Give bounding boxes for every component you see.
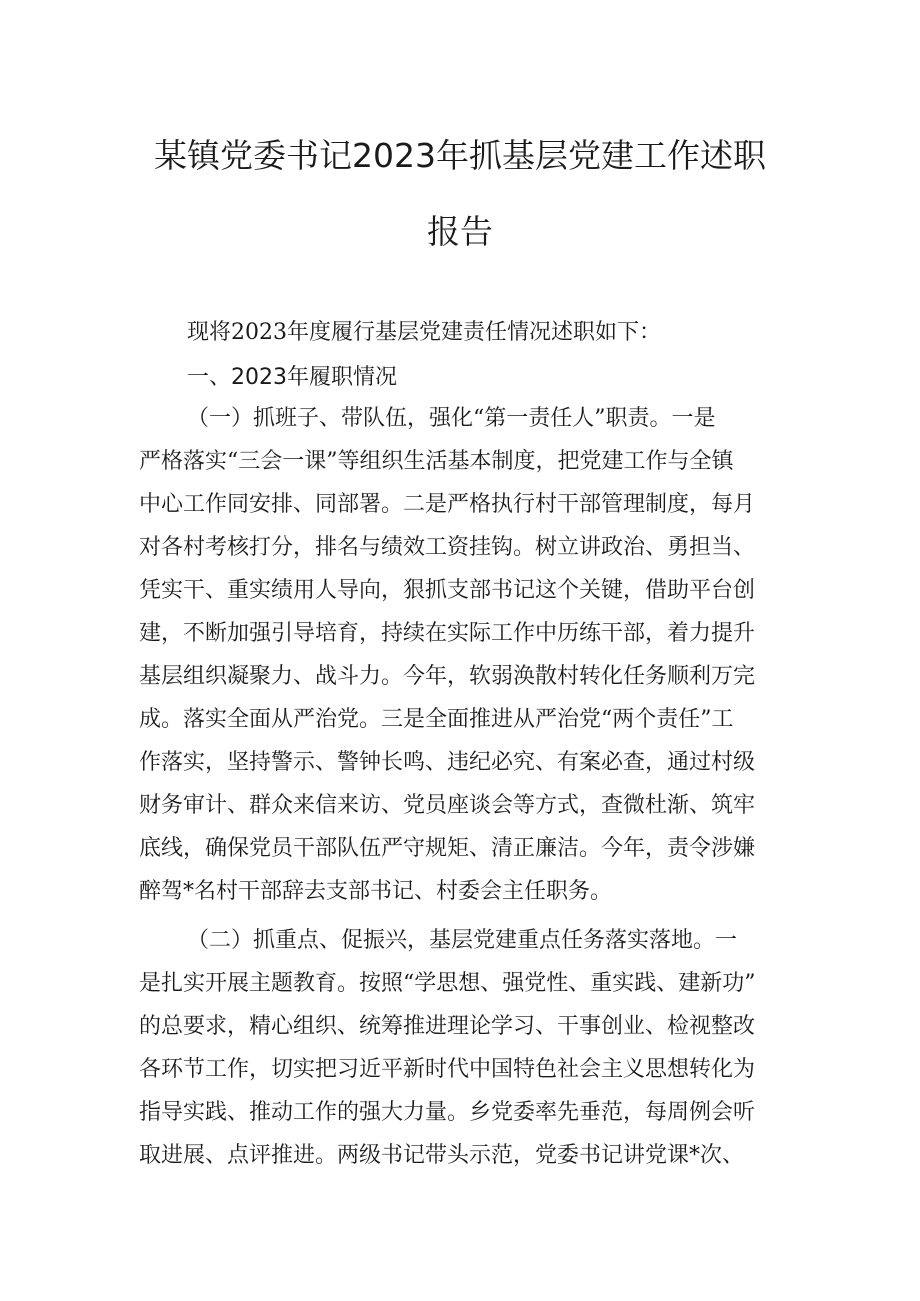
body-line: 基层组织凝聚力、战斗力。今年，软弱涣散村转化任务顺利万完 xyxy=(139,664,756,689)
body-line: 对各村考核打分，排名与绩效工资挂钩。树立讲政治、勇担当、 xyxy=(139,535,756,560)
body-line: 作落实，坚持警示、警钟长鸣、违纪必究、有案必查，通过村级 xyxy=(139,750,756,775)
body-line: 的总要求，精心组织、统筹推进理论学习、干事创业、检视整改 xyxy=(139,1014,756,1039)
body-line: 凭实干、重实绩用人导向，狠抓支部书记这个关键，借助平台创 xyxy=(139,578,756,603)
section-heading: 一、2023年履职情况 xyxy=(187,365,397,390)
intro-paragraph: 现将2023年度履行基层党建责任情况述职如下： xyxy=(187,320,661,345)
body-line: 醉驾*名村干部辞去支部书记、村委会主任职务。 xyxy=(139,879,613,904)
body-line: 取进展、点评推进。两级书记带头示范，党委书记讲党课*次、 xyxy=(139,1143,745,1168)
body-line: （一）抓班子、带队伍，强化“第一责任人”职责。一是 xyxy=(187,406,716,431)
document-title-line-2: 报告 xyxy=(427,212,493,251)
body-line: 是扎实开展主题教育。按照“学思想、强党性、重实践、建新功” xyxy=(139,971,756,996)
body-line: 各环节工作，切实把习近平新时代中国特色社会主义思想转化为 xyxy=(139,1057,756,1082)
body-line: 指导实践、推动工作的强大力量。乡党委率先垂范，每周例会听 xyxy=(139,1100,756,1125)
body-line: 财务审计、群众来信来访、党员座谈会等方式，查微杜渐、筑牢 xyxy=(139,793,756,818)
body-line: 严格落实“三会一课”等组织生活基本制度，把党建工作与全镇 xyxy=(139,449,734,474)
body-line: 建，不断加强引导培育，持续在实际工作中历练干部，着力提升 xyxy=(139,621,756,646)
body-line: 成。落实全面从严治党。三是全面推进从严治党“两个责任”工 xyxy=(139,707,734,732)
body-line: （二）抓重点、促振兴，基层党建重点任务落实落地。一 xyxy=(187,928,738,953)
body-line: 中心工作同安排、同部署。二是严格执行村干部管理制度，每月 xyxy=(139,492,756,517)
document-title-line-1: 某镇党委书记2023年抓基层党建工作述职 xyxy=(154,136,766,175)
body-line: 底线，确保党员干部队伍严守规矩、清正廉洁。今年，责令涉嫌 xyxy=(139,836,756,861)
